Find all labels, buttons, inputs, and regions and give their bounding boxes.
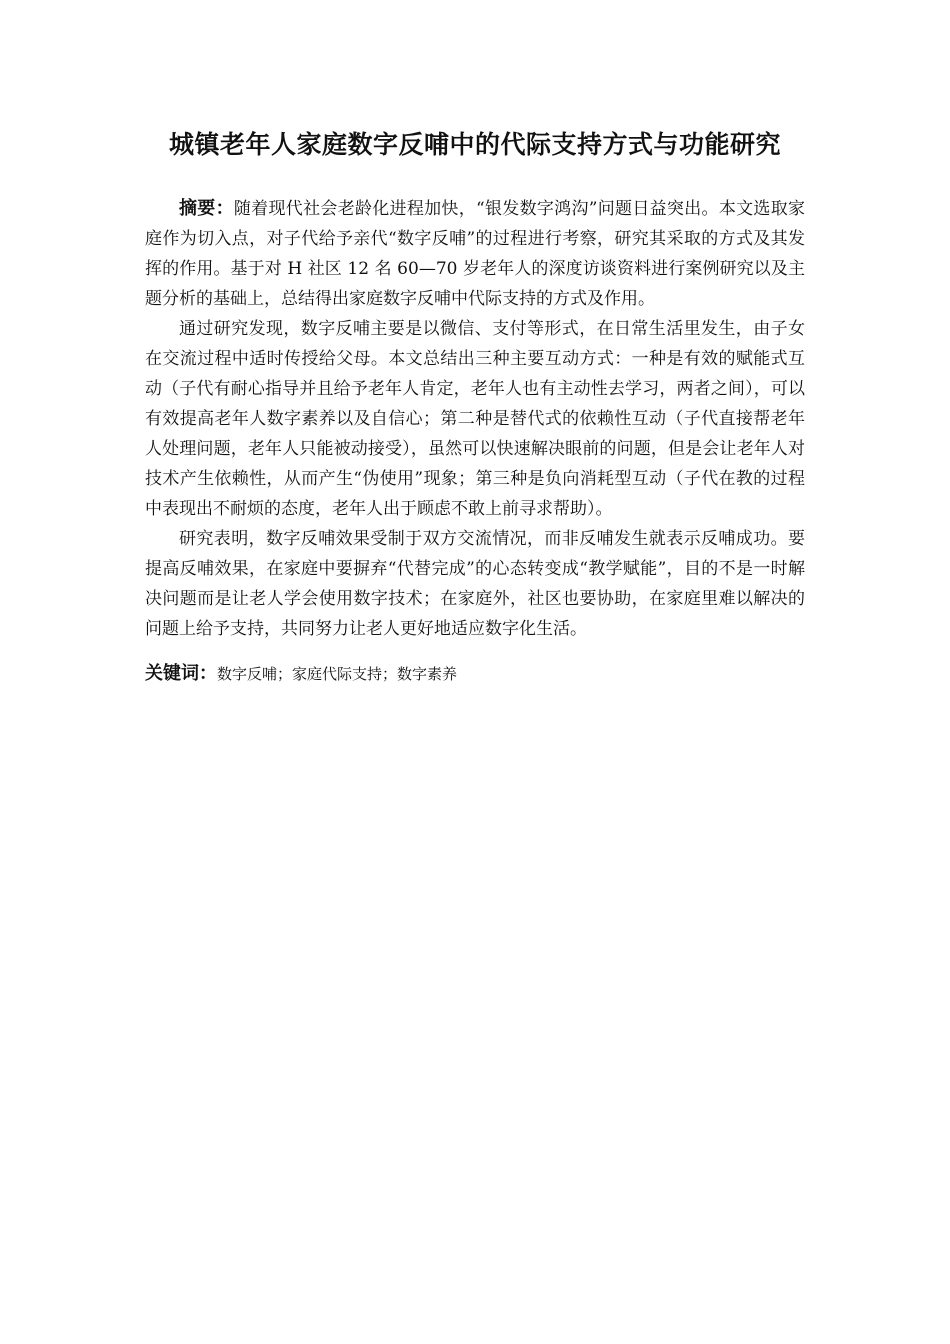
abstract-paragraph-2: 通过研究发现，数字反哺主要是以微信、支付等形式，在日常生活里发生，由子女在交流过程中适时传授给父母。本文总结出三种主要互动方式：一种是有效的赋能式互动（子代有耐心指导并且给予老年人肯定，老年人也有主动性去学习，两者之间），可以有效提高老年人数字素养以及自信心；第二种是替代式的依赖性互动（子代直接帮老年人处理问题，老年人只能被动接受），虽然可以快速解决眼前的问题，但是会让老年人对技术产生依赖性，从而产生“伪使用”现象；第三种是负向消耗型互动（子代在教的过程中表现出不耐烦的态度，老年人出于顾虑不敢上前寻求帮助）。 [145, 319, 805, 519]
abstract-paragraph-1-text: 随着现代社会老龄化进程加快，“银发数字鸿沟”问题日益突出。本文选取家庭作为切入点，对子代给予亲代“数字反哺”的过程进行考察，研究其采取的方式及其发挥的作用。基于对 H 社区 12 名 60—70 岁老年人的深度访谈资料进行案例研究以及主题分析的基础上，总结得出家庭数字反哺中代际支持的方式及作用。 [145, 199, 805, 309]
paper-page [145, 118, 805, 688]
keywords-section [145, 660, 805, 688]
keywords-label: 关键词： [145, 663, 217, 684]
abstract-label: 摘要： [179, 198, 234, 219]
abstract-paragraph-1 [145, 194, 805, 314]
abstract-section [145, 194, 805, 644]
keywords-text: 数字反哺；家庭代际支持；数字素养 [217, 665, 458, 683]
paper-title: 城镇老年人家庭数字反哺中的代际支持方式与功能研究 [168, 130, 781, 159]
abstract-paragraph-3: 研究表明，数字反哺效果受制于双方交流情况，而非反哺发生就表示反哺成功。要提高反哺效果，在家庭中要摒弃“代替完成”的心态转变成“教学赋能”，目的不是一时解决问题而是让老人学会使用数字技术；在家庭外，社区也要协助，在家庭里难以解决的问题上给予支持，共同努力让老人更好地适应数字化生活。 [145, 529, 805, 639]
